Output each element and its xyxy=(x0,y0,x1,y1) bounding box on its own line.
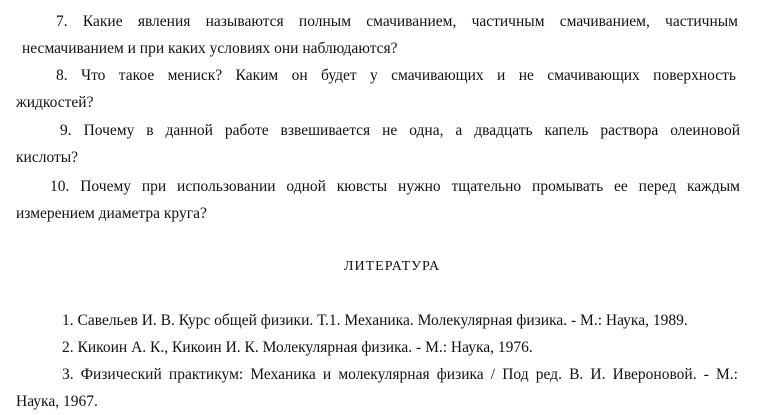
reference-3-line1: 3. Физический практикум: Механика и молекулярная физика / Под ред. В. И. Ивероновой. - М.: xyxy=(62,366,738,383)
question-8-line1: 8. Что такое мениск? Каким он будет у смачивающих и не смачивающих поверхность xyxy=(56,67,736,84)
question-7-line1: 7. Какие явления называются полным смачиванием, частичным смачиванием, частичным xyxy=(56,13,738,30)
question-10-line1: 10. Почему при использовании одной кювсты нужно тщательно промывать ее перед каждым xyxy=(50,178,740,195)
question-7-line2: несмачиванием и при каких условиях они наблюдаются? xyxy=(22,40,398,57)
question-10 xyxy=(16,173,740,227)
question-9 xyxy=(16,117,740,171)
reference-1-text: 1. Савельев И. В. Курс общей физики. Т.1. Механика. Молекулярная физика. - М.: Наука, 1989. xyxy=(62,312,688,329)
question-8 xyxy=(16,62,736,116)
question-9-line1: 9. Почему в данной работе взвешивается не одна, а двадцать капель раствора олеиновой xyxy=(60,122,740,139)
question-8-line2: жидкостей? xyxy=(16,94,94,111)
reference-3 xyxy=(16,361,738,415)
reference-3-line2: Наука, 1967. xyxy=(16,393,98,410)
question-10-line2: измерением диаметра круга? xyxy=(16,205,207,222)
reference-2 xyxy=(62,334,662,361)
reference-2-text: 2. Кикоин А. К., Кикоин И. К. Молекулярная физика. - М.: Наука, 1976. xyxy=(62,339,533,356)
question-9-line2: кислоты? xyxy=(16,149,79,166)
question-7 xyxy=(22,8,738,62)
reference-1 xyxy=(62,307,734,334)
references-heading: ЛИТЕРАТУРА xyxy=(344,259,441,274)
